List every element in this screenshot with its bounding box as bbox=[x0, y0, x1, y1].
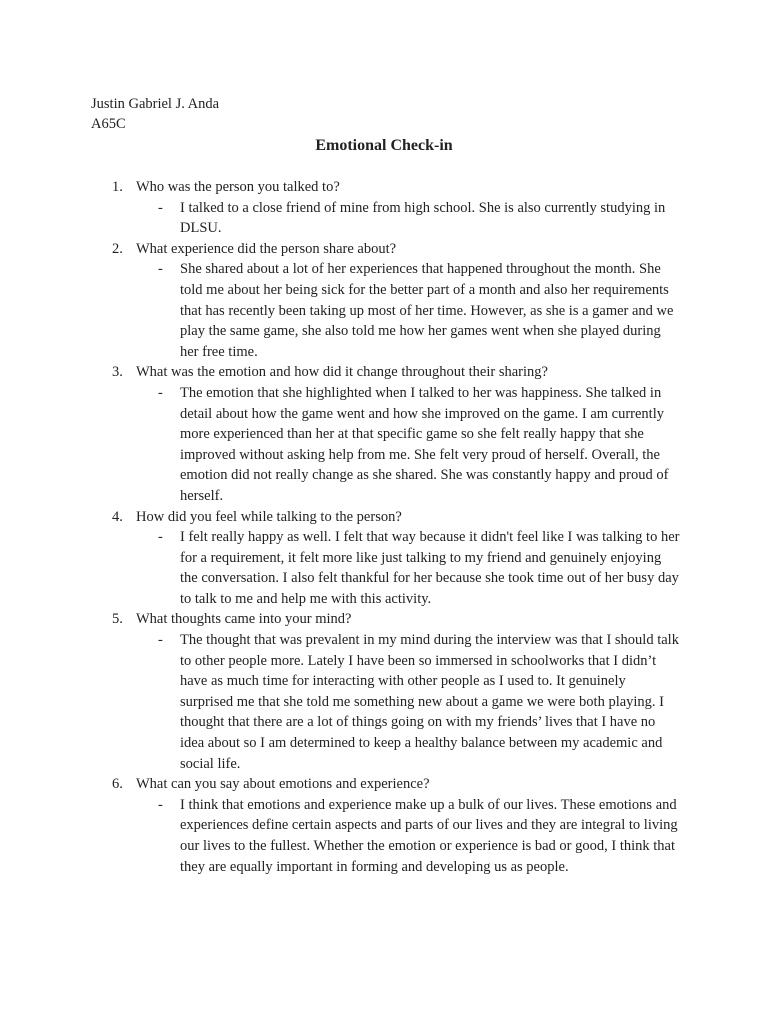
document-title: Emotional Check-in bbox=[315, 137, 453, 154]
answer-item bbox=[0, 198, 680, 239]
answer-item bbox=[0, 795, 680, 877]
answer-item bbox=[0, 383, 680, 507]
bullet-dash: - bbox=[158, 261, 163, 278]
question-item bbox=[0, 609, 768, 774]
answer-text: She shared about a lot of her experiences that happened throughout the month. She told me about her being sick for the better part of a month and also her requirements that has recently been taking up most of her time. However, as she is a gamer and we play the same game, she also told me how her games went when she played during her free time. bbox=[180, 261, 674, 360]
question-line bbox=[0, 774, 768, 795]
question-text: What thoughts came into your mind? bbox=[136, 611, 352, 628]
bullet-dash: - bbox=[158, 796, 163, 813]
bullet-dash: - bbox=[158, 529, 163, 546]
question-line bbox=[0, 177, 768, 198]
answer-text: The emotion that she highlighted when I talked to her was happiness. She talked in detail about how the game went and how she improved on the game. I am currently more experienced than her at that specific game so she felt really happy that she improved without asking help from me. She felt very proud of herself. Overall, the emotion did not really change as she shared. She was constantly happy and proud of herself. bbox=[180, 384, 669, 504]
bullet-dash: - bbox=[158, 632, 163, 649]
question-number: 3. bbox=[112, 364, 123, 381]
answer-text: The thought that was prevalent in my mind during the interview was that I should talk to other people more. Lately I have been so immersed in schoolworks that I didn’t have as much time for interacting with other people as I used to. It genuinely surprised me that she told me something new about a game we were both playing. I thought that there are a lot of things going on with my friends’ lives that I have no idea about so I am determined to keep a healthy balance between my academic and social life. bbox=[180, 632, 679, 772]
answer-item bbox=[0, 259, 680, 362]
question-number: 2. bbox=[112, 240, 123, 257]
question-number: 4. bbox=[112, 508, 123, 525]
question-line bbox=[0, 609, 768, 630]
question-text: How did you feel while talking to the person? bbox=[136, 508, 402, 525]
answer-text: I think that emotions and experience make up a bulk of our lives. These emotions and experiences define certain aspects and parts of our lives and they are integral to living our lives to the fullest. Whether the emotion or experience is bad or good, I think that they are equally important in forming and developing us as people. bbox=[180, 796, 678, 875]
question-line bbox=[0, 507, 768, 528]
question-list bbox=[0, 177, 768, 877]
answer-text: I felt really happy as well. I felt that way because it didn't feel like I was talking to her for a requirement, it felt more like just talking to my friend and genuinely enjoying the conversation. I also felt thankful for her because she took time out of her busy day to talk to me and help me with this activity. bbox=[180, 529, 680, 607]
author-name: Justin Gabriel J. Anda bbox=[91, 96, 220, 112]
question-number: 1. bbox=[112, 179, 123, 195]
answer-item bbox=[0, 630, 680, 774]
question-text: What can you say about emotions and experience? bbox=[136, 776, 430, 793]
bullet-dash: - bbox=[158, 384, 163, 401]
author-section: A65C bbox=[91, 116, 126, 132]
question-item bbox=[0, 507, 768, 610]
question-number: 6. bbox=[112, 776, 123, 793]
answer-text: I talked to a close friend of mine from high school. She is also currently studying in DLSU. bbox=[180, 199, 666, 237]
question-text: What experience did the person share about? bbox=[136, 240, 397, 257]
question-item bbox=[0, 362, 768, 506]
question-text: Who was the person you talked to? bbox=[136, 179, 340, 195]
question-text: What was the emotion and how did it change throughout their sharing? bbox=[136, 364, 548, 381]
answer-item bbox=[0, 527, 680, 609]
question-line bbox=[0, 239, 768, 260]
question-item bbox=[0, 239, 768, 363]
question-line bbox=[0, 362, 768, 383]
question-item bbox=[0, 177, 768, 239]
question-item bbox=[0, 774, 768, 877]
bullet-dash: - bbox=[158, 199, 163, 216]
question-number: 5. bbox=[112, 611, 123, 628]
document-header bbox=[91, 94, 219, 134]
